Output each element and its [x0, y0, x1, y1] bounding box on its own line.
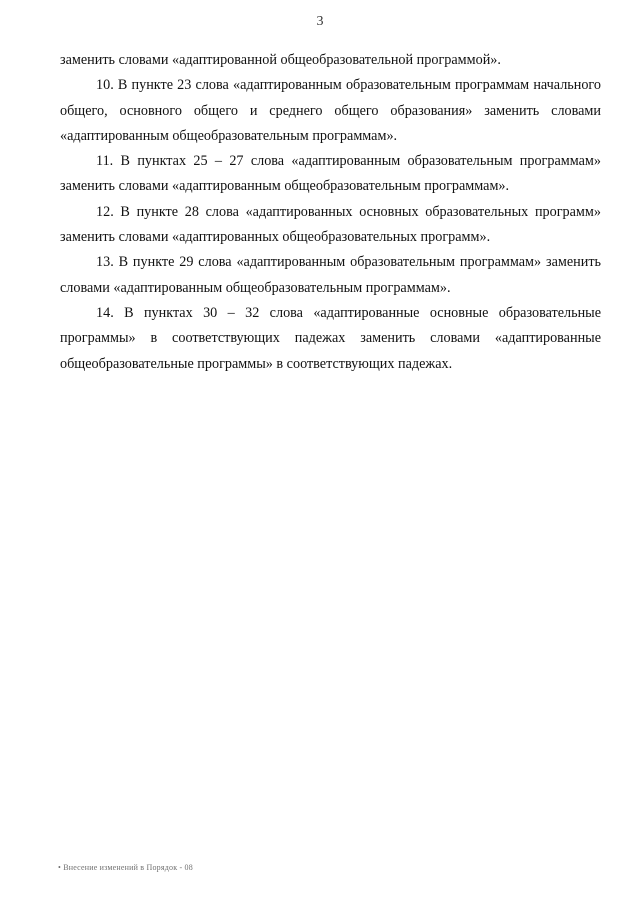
paragraph-item-11: 11. В пунктах 25 – 27 слова «адаптированным образовательным программам» заменить словами «адаптированным общеобразовательным программам». [60, 153, 601, 195]
paragraph-item-14: 14. В пунктах 30 – 32 слова «адаптированные основные образовательные программы» в соответствующих падежах заменить словами «адаптированные общеобразовательные программы» в соответствующих падежах. [60, 304, 601, 372]
paragraph-item-10: 10. В пункте 23 слова «адаптированным образовательным программам начального общего, основного общего и среднего общего образования» заменить словами «адаптированным общеобразовательным программам». [60, 77, 601, 144]
footer-note: • Внесение изменений в Порядок - 08 [58, 863, 193, 872]
paragraph-item-12: 12. В пункте 28 слова «адаптированных основных образовательных программ» заменить словами «адаптированных общеобразовательных программ». [60, 203, 601, 246]
page-number: 3 [316, 14, 324, 29]
paragraph-continuation: заменить словами «адаптированной общеобразовательной программой». [60, 52, 501, 68]
paragraph-item-13: 13. В пункте 29 слова «адаптированным образовательным программам» заменить словами «адаптированным общеобразовательным программам». [60, 254, 601, 296]
document-body [60, 48, 601, 377]
